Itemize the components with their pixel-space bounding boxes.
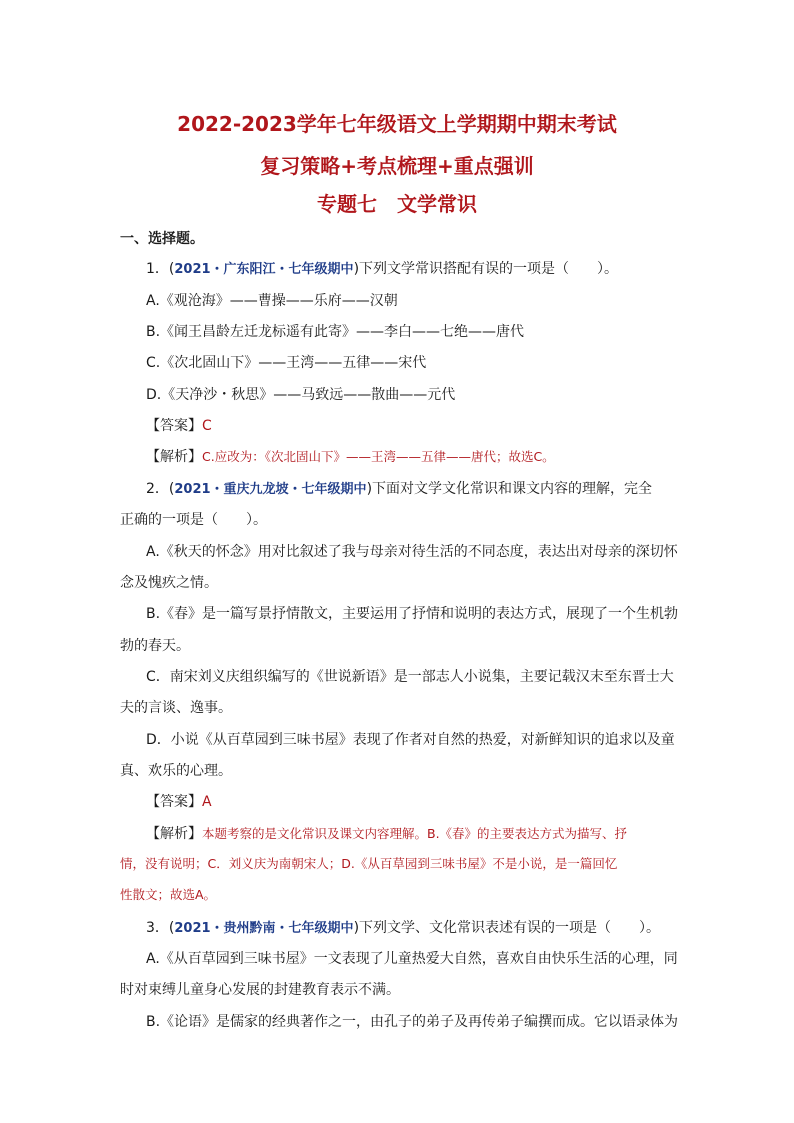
question-1-answer: 【答案】C — [146, 418, 212, 434]
question-2-option-d: D．小说《从百草园到三味书屋》表现了作者对自然的热爱，对新鲜知识的追求以及童 — [146, 732, 675, 748]
question-3-option-b: B.《论语》是儒家的经典著作之一，由孔子的弟子及再传弟子编撰而成。它以语录体为 — [146, 1014, 679, 1030]
question-2-analysis: 【解析】本题考察的是文化常识及课文内容理解。B.《春》的主要表达方式为描写、抒 — [146, 826, 628, 842]
question-source: 2021・贵州黔南・七年级期中 — [174, 921, 354, 936]
question-2-answer: 【答案】A — [146, 794, 212, 810]
question-source: 2021・广东阳江・七年级期中 — [174, 262, 354, 277]
question-2-option-b: B.《春》是一篇写景抒情散文，主要运用了抒情和说明的表达方式，展现了一个生机勃 — [146, 606, 679, 622]
question-3-stem: 3．(2021・贵州黔南・七年级期中)下列文学、文化常识表述有误的一项是（ ）。 — [146, 920, 661, 936]
question-1-stem: 1．(2021・广东阳江・七年级期中)下列文学常识搭配有误的一项是（ ）。 — [146, 261, 619, 277]
question-2-option-d-cont: 真、欢乐的心理。 — [120, 763, 232, 779]
question-1-analysis: 【解析】C.应改为：《次北固山下》——王湾——五律——唐代；故选C。 — [146, 449, 555, 465]
section-heading: 一、选择题。 — [120, 231, 204, 247]
question-2-stem: 2．(2021・重庆九龙坡・七年级期中)下面对文学文化常识和课文内容的理解，完全 — [146, 481, 653, 497]
document-subtitle: 复习策略+考点梳理+重点强训 — [260, 154, 534, 178]
question-1-option-a: A.《观沧海》——曹操——乐府——汉朝 — [146, 293, 398, 309]
question-1-option-c: C.《次北固山下》——王湾——五律——宋代 — [146, 355, 427, 371]
question-2-option-a-cont: 念及愧疚之情。 — [120, 575, 218, 591]
question-1-option-b: B.《闻王昌龄左迁龙标遥有此寄》——李白——七绝——唐代 — [146, 324, 525, 340]
question-2-option-a: A.《秋天的怀念》用对比叙述了我与母亲对待生活的不同态度，表达出对母亲的深切怀 — [146, 544, 678, 560]
topic-title: 专题七 文学常识 — [317, 192, 477, 216]
question-2-analysis-cont: 情，没有说明；C．刘义庆为南朝宋人；D.《从百草园到三味书屋》不是小说，是一篇回忆 — [120, 856, 618, 871]
question-2-stem-cont: 正确的一项是（ ）。 — [120, 512, 267, 528]
question-2-option-c-cont: 夫的言谈、逸事。 — [120, 700, 232, 716]
question-1-option-d: D.《天净沙・秋思》——马致远——散曲——元代 — [146, 387, 456, 403]
question-source: 2021・重庆九龙坡・七年级期中 — [174, 482, 367, 497]
document-title: 2022-2023学年七年级语文上学期期中期末考试 — [177, 112, 617, 136]
question-2-option-c: C．南宋刘义庆组织编写的《世说新语》是一部志人小说集，主要记载汉末至东晋士大 — [146, 669, 674, 685]
question-2-analysis-cont: 性散文；故选A。 — [120, 887, 217, 902]
question-3-option-a: A.《从百草园到三味书屋》一文表现了儿童热爱大自然，喜欢自由快乐生活的心理，同 — [146, 951, 678, 967]
question-3-option-a-cont: 时对束缚儿童身心发展的封建教育表示不满。 — [120, 982, 400, 998]
question-2-option-b-cont: 勃的春天。 — [120, 638, 190, 654]
